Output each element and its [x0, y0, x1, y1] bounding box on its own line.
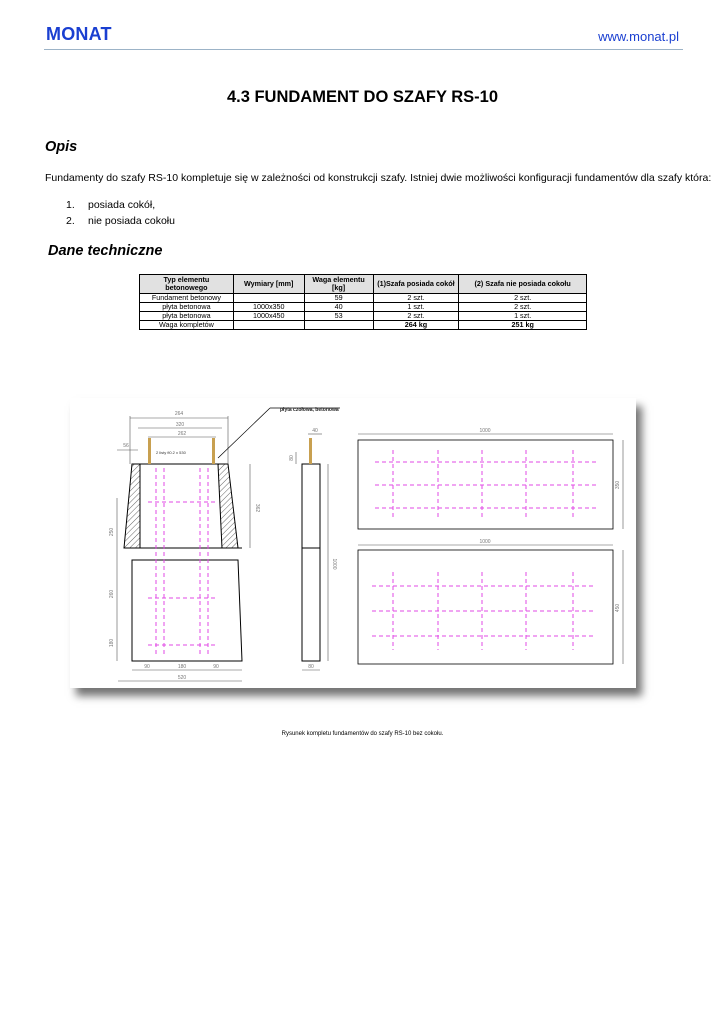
dim-label: 362 [254, 503, 260, 513]
dim-label: 180 [109, 638, 115, 648]
table-cell: Waga kompletów [140, 321, 234, 330]
side-view [302, 438, 320, 661]
list-text: nie posiada cokołu [88, 215, 175, 227]
section-heading-dane-techniczne: Dane techniczne [48, 243, 163, 259]
dim-label: 1000 [479, 428, 491, 434]
header-divider [44, 49, 683, 50]
technical-drawing [70, 398, 636, 688]
table-cell: 1 szt. [373, 303, 459, 312]
dim-label: 350 [615, 480, 621, 490]
dim-label: 262 [177, 431, 187, 437]
dim-label: 520 [177, 675, 187, 681]
table-cell-total: 251 kg [459, 321, 587, 330]
column-header: Wymiary [mm] [233, 275, 304, 294]
rebar-note: 2 listy fi0.2 x 530 [156, 450, 186, 455]
list-number: 1. [66, 199, 75, 211]
table-cell: płyta betonowa [140, 312, 234, 321]
table-cell: 2 szt. [459, 294, 587, 303]
figure-caption: Rysunek kompletu fundamentów do szafy RS-10 bez cokołu. [281, 731, 444, 737]
list-number: 2. [66, 215, 75, 227]
dim-label: 180 [177, 664, 187, 670]
page-title: 4.3 FUNDAMENT DO SZAFY RS-10 [226, 88, 499, 106]
table-cell: 1 szt. [459, 312, 587, 321]
table-cell-total: 264 kg [373, 321, 459, 330]
dim-label: 260 [109, 589, 115, 599]
column-header: Waga elementu [kg] [304, 275, 373, 294]
dim-label: 1000 [331, 558, 337, 570]
section-heading-opis: Opis [45, 139, 78, 155]
dim-label: 80 [308, 664, 314, 670]
table-cell [304, 321, 373, 330]
website-url[interactable]: www.monat.pl [598, 29, 679, 44]
callout-leader [218, 408, 270, 458]
options-list [66, 199, 175, 231]
list-item [66, 215, 175, 231]
table-cell: 2 szt. [459, 303, 587, 312]
table-cell: 40 [304, 303, 373, 312]
table-cell: 59 [304, 294, 373, 303]
foundation-body [132, 560, 242, 661]
dim-label: 90 [144, 664, 150, 670]
technical-data-table [139, 274, 587, 330]
front-view [124, 438, 242, 661]
right-hatched-plate [218, 464, 238, 548]
table-cell: płyta betonowa [140, 303, 234, 312]
dim-label: 1000 [479, 539, 491, 545]
monat-logo: MONAT [46, 24, 112, 44]
threaded-rod-right [212, 438, 215, 464]
dim-label: 320 [175, 422, 185, 428]
description-paragraph: Fundamenty do szafy RS-10 kompletuje się w zależności od konstrukcji szafy. Istniej dwie możliwości konfiguracji fundamentów dla szafy która: [45, 172, 712, 184]
dim-label: 450 [615, 603, 621, 613]
table-cell: Fundament betonowy [140, 294, 234, 303]
table-cell: 2 szt. [373, 294, 459, 303]
dim-label: 264 [174, 411, 184, 417]
column-header: Typ elementu betonowego [140, 275, 234, 294]
list-text: posiada cokół, [88, 199, 156, 211]
table-cell [233, 321, 304, 330]
threaded-rod-side [309, 438, 312, 464]
list-item [66, 199, 175, 215]
table-cell: 2 szt. [373, 312, 459, 321]
column-header: (1)Szafa posiada cokół [373, 275, 459, 294]
table-cell: 53 [304, 312, 373, 321]
plate-plan-450 [358, 550, 613, 664]
dim-label: 90 [213, 664, 219, 670]
drawing-svg [70, 398, 636, 688]
dim-label: 56 [123, 443, 129, 449]
dim-label: 250 [109, 527, 115, 537]
column-header: (2) Szafa nie posiada cokołu [459, 275, 587, 294]
callout-label: płyta czołowa, betonowa [280, 407, 339, 413]
table-header-row [140, 275, 587, 294]
table-row [140, 321, 587, 330]
threaded-rod-left [148, 438, 151, 464]
table-cell: 1000x450 [233, 312, 304, 321]
table-cell: 1000x350 [233, 303, 304, 312]
dim-label: 40 [312, 428, 318, 434]
dim-label: 80 [289, 455, 295, 461]
left-hatched-plate [124, 464, 140, 548]
